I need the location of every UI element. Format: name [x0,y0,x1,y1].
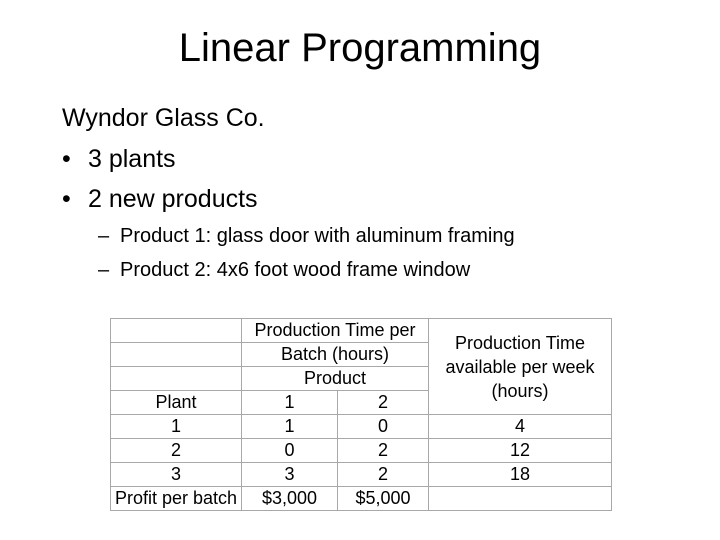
profit-row [111,487,612,511]
sub-bullet-text: Product 1: glass door with aluminum framing [120,225,515,247]
header-product: Product [242,367,429,391]
header-available-line2: available per week [445,356,595,377]
wyndor-data-table [110,318,612,511]
plant-cell: 2 [111,439,242,463]
sub-bullet-product-2 [98,253,515,287]
sub-bullet-marker: – [98,225,110,247]
bullet-text: 2 new products [88,185,258,213]
header-empty-cell [111,319,242,343]
bullet-item-plants [62,139,258,179]
available-cell: 12 [429,439,612,463]
bullet-list [62,139,258,219]
header-available-cell [429,319,612,415]
header-available-line1: Production Time [454,332,586,353]
header-empty-cell [111,367,242,391]
profit-product-2: $5,000 [338,487,429,511]
product-1-cell: 3 [242,463,338,487]
product-2-cell: 2 [338,439,429,463]
bullet-text: 3 plants [88,145,176,173]
product-2-cell: 2 [338,463,429,487]
profit-label: Profit per batch [111,487,242,511]
sub-bullet-list [98,219,515,287]
table-header-row [111,319,612,343]
available-cell: 4 [429,415,612,439]
product-1-cell: 1 [242,415,338,439]
table-row [111,439,612,463]
available-cell: 18 [429,463,612,487]
bullet-item-products [62,179,258,219]
header-empty-cell [111,343,242,367]
plant-cell: 3 [111,463,242,487]
company-name: Wyndor Glass Co. [62,104,265,132]
product-2-cell: 0 [338,415,429,439]
profit-product-1: $3,000 [242,487,338,511]
table-row [111,415,612,439]
header-plant: Plant [111,391,242,415]
product-1-cell: 0 [242,439,338,463]
sub-bullet-text: Product 2: 4x6 foot wood frame window [120,259,471,281]
bullet-marker: • [62,145,71,173]
header-time-line2: Batch (hours) [242,343,429,367]
header-product-2: 2 [338,391,429,415]
slide-title: Linear Programming [178,26,542,70]
sub-bullet-marker: – [98,259,110,281]
profit-empty-cell [429,487,612,511]
header-time-line1: Production Time per [242,319,429,343]
header-available-line3: (hours) [491,380,549,401]
plant-cell: 1 [111,415,242,439]
header-product-1: 1 [242,391,338,415]
sub-bullet-product-1 [98,219,515,253]
table-row [111,463,612,487]
bullet-marker: • [62,185,71,213]
